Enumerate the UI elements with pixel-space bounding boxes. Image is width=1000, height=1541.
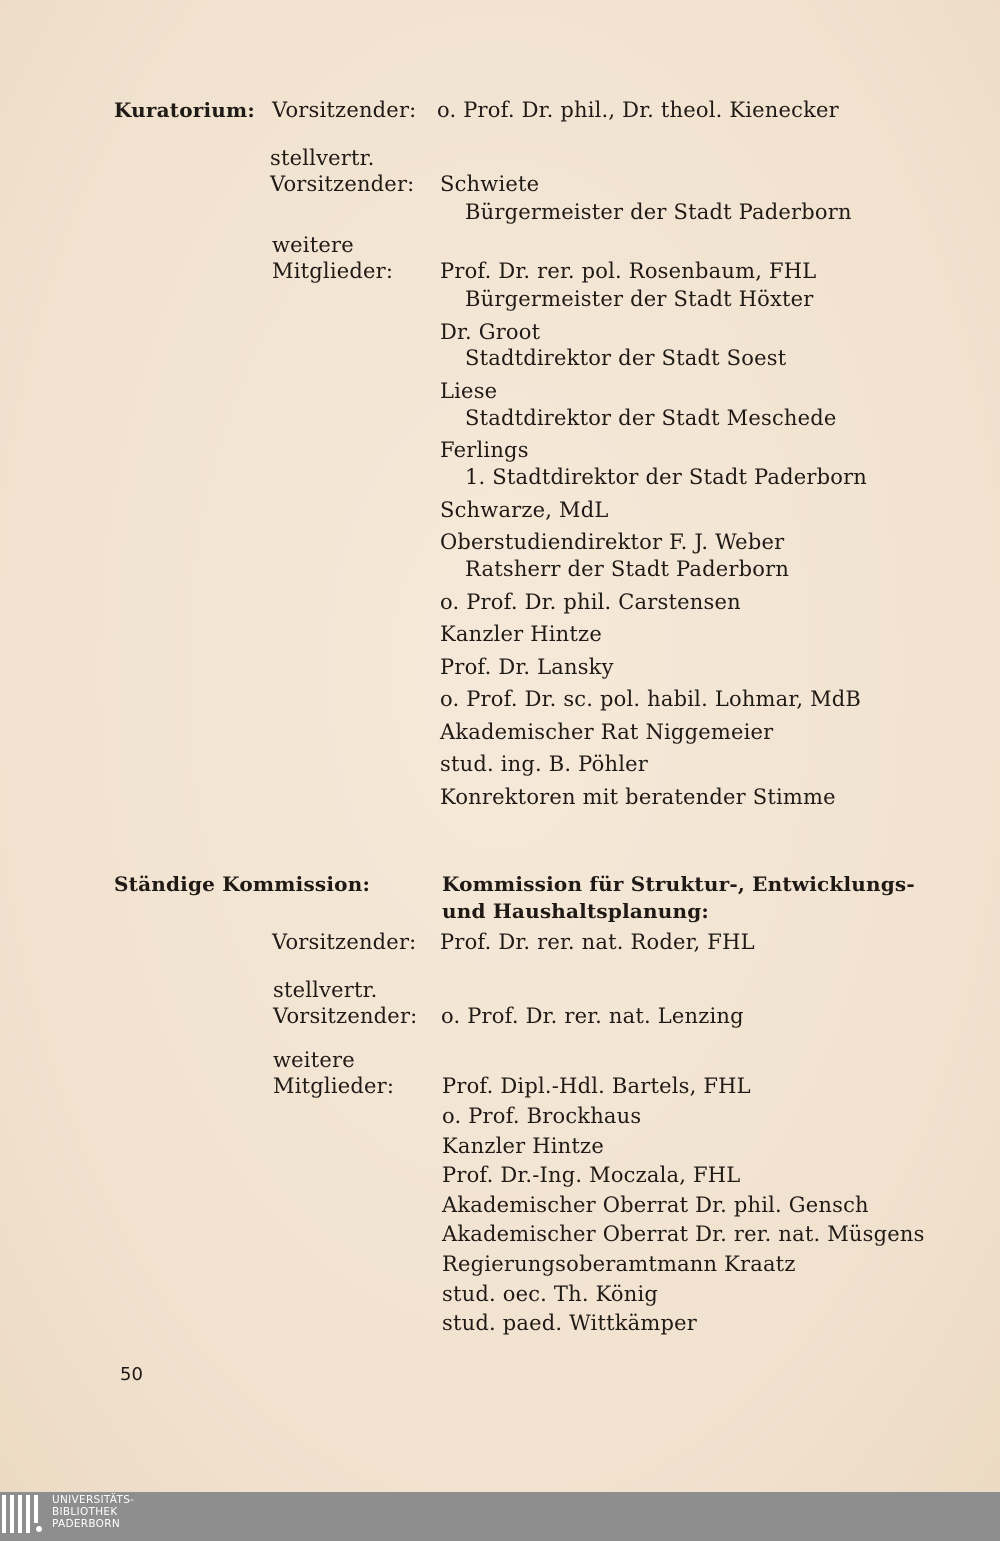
kommission-vice-label-2: Vorsitzender: bbox=[273, 1004, 418, 1028]
kuratorium-member-name: stud. ing. B. Pöhler bbox=[440, 752, 648, 776]
library-logo-line: UNIVERSITÄTS- bbox=[52, 1494, 135, 1506]
kommission-member: Prof. Dr.-Ing. Moczala, FHL bbox=[442, 1163, 741, 1187]
kuratorium-heading: Kuratorium: bbox=[114, 98, 255, 122]
kuratorium-member-name: Oberstudiendirektor F. J. Weber bbox=[440, 530, 785, 554]
kommission-members-label-1: weitere bbox=[273, 1048, 355, 1072]
kommission-chair-name: Prof. Dr. rer. nat. Roder, FHL bbox=[440, 930, 755, 954]
kuratorium-member-role: Stadtdirektor der Stadt Soest bbox=[465, 346, 787, 370]
kuratorium-member-role: 1. Stadtdirektor der Stadt Paderborn bbox=[465, 465, 868, 489]
kuratorium-vice-role: Bürgermeister der Stadt Paderborn bbox=[465, 200, 852, 224]
kuratorium-member-role: Bürgermeister der Stadt Höxter bbox=[465, 287, 814, 311]
kommission-member: stud. oec. Th. König bbox=[442, 1282, 659, 1306]
kuratorium-vice-name: Schwiete bbox=[440, 172, 540, 196]
kommission-heading: Ständige Kommission: bbox=[114, 872, 371, 896]
kommission-member: Akademischer Oberrat Dr. rer. nat. Müsgens bbox=[442, 1222, 925, 1246]
kommission-members-label-2: Mitglieder: bbox=[273, 1074, 395, 1098]
kommission-member: Prof. Dipl.-Hdl. Bartels, FHL bbox=[442, 1074, 751, 1098]
kommission-chair-label: Vorsitzender: bbox=[272, 930, 417, 954]
kuratorium-member-name: o. Prof. Dr. sc. pol. habil. Lohmar, MdB bbox=[440, 687, 862, 711]
kommission-title-line-2: und Haushaltsplanung: bbox=[442, 899, 710, 923]
library-logo-text bbox=[52, 1494, 134, 1530]
kuratorium-member-name: o. Prof. Dr. phil. Carstensen bbox=[440, 590, 741, 614]
kommission-member: o. Prof. Brockhaus bbox=[442, 1104, 642, 1128]
kommission-vice-label-1: stellvertr. bbox=[273, 978, 378, 1002]
kuratorium-chair-label: Vorsitzender: bbox=[272, 98, 417, 122]
kuratorium-member-name: Liese bbox=[440, 379, 498, 403]
kuratorium-member-name: Kanzler Hintze bbox=[440, 622, 602, 646]
kuratorium-member-role: Stadtdirektor der Stadt Meschede bbox=[465, 406, 837, 430]
kuratorium-members-label-1: weitere bbox=[272, 233, 354, 257]
kuratorium-member-name: Akademischer Rat Niggemeier bbox=[440, 720, 774, 744]
kommission-member: Akademischer Oberrat Dr. phil. Gensch bbox=[442, 1193, 869, 1217]
kuratorium-member-name: Schwarze, MdL bbox=[440, 498, 609, 522]
kuratorium-member-role: Ratsherr der Stadt Paderborn bbox=[465, 557, 790, 581]
library-footer-bar bbox=[0, 1492, 1000, 1541]
kommission-vice-name: o. Prof. Dr. rer. nat. Lenzing bbox=[441, 1004, 744, 1028]
kommission-member: stud. paed. Wittkämper bbox=[442, 1311, 697, 1335]
kuratorium-member-name: Dr. Groot bbox=[440, 320, 541, 344]
kuratorium-member-name: Prof. Dr. rer. pol. Rosenbaum, FHL bbox=[440, 259, 817, 283]
kuratorium-vice-label-1: stellvertr. bbox=[270, 146, 375, 170]
kuratorium-member-name: Ferlings bbox=[440, 438, 529, 462]
kuratorium-vice-label-2: Vorsitzender: bbox=[270, 172, 415, 196]
page-number: 50 bbox=[120, 1364, 143, 1385]
kuratorium-members-label-2: Mitglieder: bbox=[272, 259, 394, 283]
kommission-title-line-1: Kommission für Struktur-, Entwicklungs- bbox=[442, 872, 915, 896]
library-logo-dot-icon bbox=[36, 1526, 42, 1532]
library-logo-line: BIBLIOTHEK bbox=[52, 1506, 118, 1518]
kommission-member: Kanzler Hintze bbox=[442, 1134, 604, 1158]
kuratorium-member-name: Konrektoren mit beratender Stimme bbox=[440, 785, 836, 809]
kommission-member: Regierungsoberamtmann Kraatz bbox=[442, 1252, 796, 1276]
library-logo-line: PADERBORN bbox=[52, 1518, 120, 1530]
kuratorium-member-name: Prof. Dr. Lansky bbox=[440, 655, 614, 679]
kuratorium-chair-name: o. Prof. Dr. phil., Dr. theol. Kienecker bbox=[437, 98, 839, 122]
